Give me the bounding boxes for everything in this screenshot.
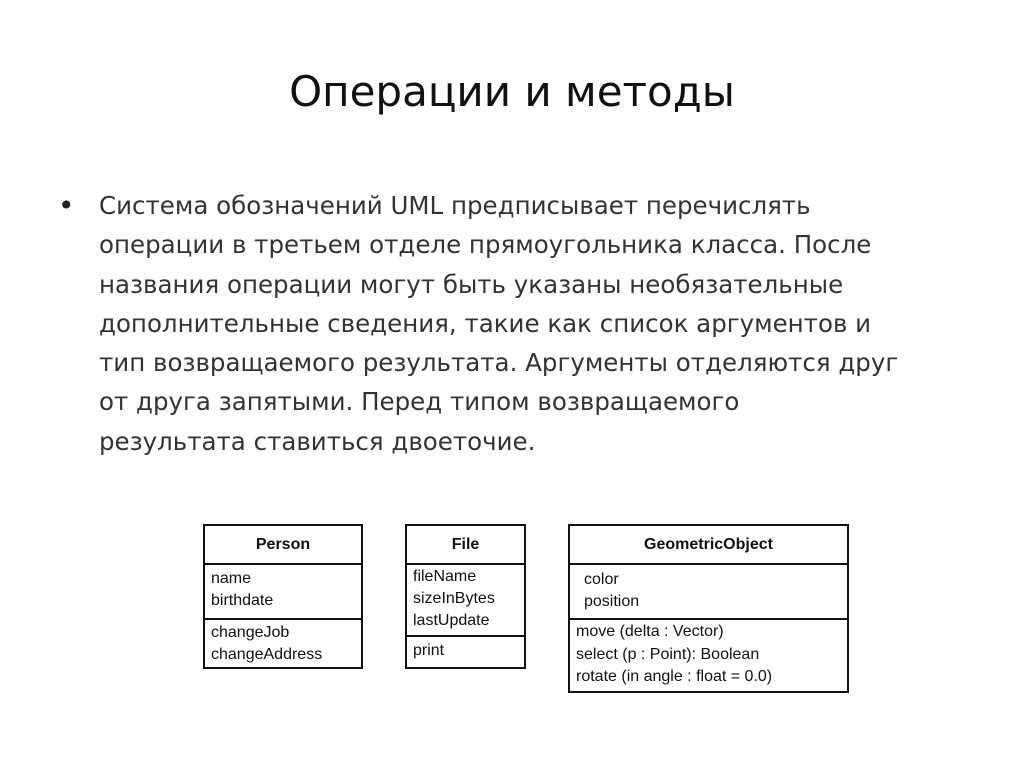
bullet-icon: • <box>58 189 75 222</box>
uml-attribute: birthdate <box>211 592 274 609</box>
uml-attribute: name <box>211 570 252 587</box>
uml-operation: print <box>413 642 445 659</box>
uml-operation: changeJob <box>211 624 290 641</box>
bullet-text-line: операции в третьем отделе прямоугольника класса. После <box>99 230 872 260</box>
uml-class-name: File <box>407 526 524 565</box>
uml-attributes <box>570 565 847 620</box>
uml-operations <box>205 620 361 666</box>
uml-class-name: GeometricObject <box>570 526 847 565</box>
uml-attribute: lastUpdate <box>413 612 490 629</box>
uml-attribute: position <box>584 593 640 610</box>
uml-attribute: color <box>584 571 619 588</box>
uml-class-person <box>203 524 363 669</box>
bullet-text-line: дополнительные сведения, такие как список аргументов и <box>99 308 872 338</box>
uml-attribute: fileName <box>413 568 477 585</box>
uml-attributes <box>205 565 361 620</box>
uml-operation: move (delta : Vector) <box>576 623 724 640</box>
uml-operation: rotate (in angle : float = 0.0) <box>576 668 773 685</box>
uml-attribute: sizeInBytes <box>413 590 495 607</box>
uml-class-name: Person <box>205 526 361 565</box>
uml-class-file <box>405 524 526 669</box>
bullet-text-line: названия операции могут быть указаны необязательные <box>99 269 844 299</box>
slide-title: Операции и методы <box>289 67 735 116</box>
uml-operations <box>407 637 524 662</box>
uml-operation: changeAddress <box>211 646 323 663</box>
uml-attributes <box>407 565 524 637</box>
bullet-text-line: от друга запятыми. Перед типом возвращаемого <box>99 387 740 417</box>
bullet-text-line: тип возвращаемого результата. Аргументы отделяются друг <box>99 348 899 378</box>
uml-operation: select (p : Point): Boolean <box>576 645 760 663</box>
bullet-text <box>99 186 979 461</box>
uml-class-geometric-object <box>568 524 849 693</box>
uml-operations <box>570 620 847 689</box>
bullet-text-line: Система обозначений UML предписывает перечислять <box>99 191 811 220</box>
bullet-text-line: результата ставиться двоеточие. <box>99 426 536 456</box>
